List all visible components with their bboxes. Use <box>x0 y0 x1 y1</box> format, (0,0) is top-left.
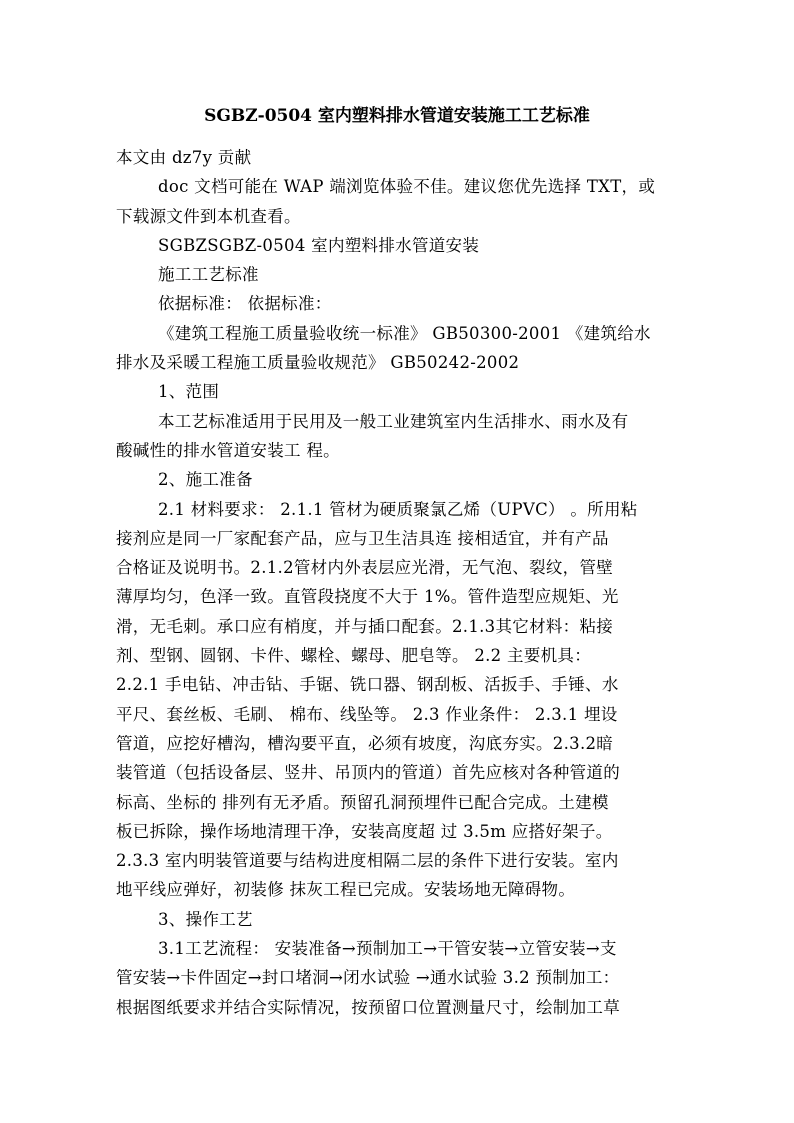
document-line: 3、操作工艺 <box>158 909 253 929</box>
document-line: 《建筑工程施工质量验收统一标准》 GB50300-2001 《建筑给水 <box>158 323 651 343</box>
document-line: SGBZSGBZ-0504 室内塑料排水管道安装 <box>158 235 480 255</box>
document-line: 2.2.1 手电钻、冲击钻、手锯、铣口器、钢刮板、活扳手、手锤、水 <box>116 675 619 695</box>
document-line: 本文由 dz7y 贡献 <box>116 148 252 167</box>
document-line: 3.1工艺流程： 安装准备→预制加工→干管安装→立管安装→支 <box>158 939 617 959</box>
document-line: 标高、坐标的 排列有无矛盾。预留孔洞预埋件已配合完成。土建模 <box>116 792 609 812</box>
document-line: 2、施工准备 <box>158 470 253 490</box>
document-line: 依据标准： 依据标准： <box>158 294 332 314</box>
document-line: 1、范围 <box>158 382 220 402</box>
document-line: 排水及采暖工程施工质量验收规范》 GB50242-2002 <box>116 353 520 373</box>
document-line: 施工工艺标准 <box>158 265 259 285</box>
document-line: 2.1 材料要求： 2.1.1 管材为硬质聚氯乙烯（UPVC） 。所用粘 <box>158 499 638 519</box>
document-line: 管道，应挖好槽沟，槽沟要平直，必须有坡度，沟底夯实。2.3.2暗 <box>116 733 614 753</box>
document-line: 剂、型钢、圆钢、卡件、螺栓、螺母、肥皂等。 2.2 主要机具： <box>116 646 592 666</box>
document-line: 2.3.3 室内明装管道要与结构进度相隔二层的条件下进行安装。室内 <box>116 851 619 871</box>
document-line: 管安装→卡件固定→封口堵洞→闭水试验 →通水试验 3.2 预制加工： <box>116 968 620 988</box>
document-line: 接剂应是同一厂家配套产品，应与卫生洁具连 接相适宜，并有产品 <box>116 528 609 548</box>
document-line: doc 文档可能在 WAP 端浏览体验不佳。建议您优先选择 TXT，或 <box>158 177 656 197</box>
document-line: 地平线应弹好，初装修 抹灰工程已完成。安装场地无障碍物。 <box>116 880 576 900</box>
document-line: 本工艺标准适用于民用及一般工业建筑室内生活排水、雨水及有 <box>158 411 629 431</box>
document-line: 滑，无毛刺。承口应有梢度，并与插口配套。2.1.3其它材料：粘接 <box>116 616 614 636</box>
document-title: SGBZ-0504 室内塑料排水管道安装施工工艺标准 <box>204 106 590 126</box>
document-line: 平尺、套丝板、毛刷、 棉布、线坠等。 2.3 作业条件： 2.3.1 埋设 <box>116 704 618 724</box>
document-line: 根据图纸要求并结合实际情况，按预留口位置测量尺寸，绘制加工草 <box>116 997 620 1017</box>
document-line: 板已拆除，操作场地清理干净，安装高度超 过 3.5m 应搭好架子。 <box>116 821 613 841</box>
document-body <box>116 143 684 1022</box>
document-line: 薄厚均匀，色泽一致。直管段挠度不大于 1%。管件造型应规矩、光 <box>116 587 619 607</box>
document-line: 装管道（包括设备层、竖井、吊顶内的管道）首先应核对各种管道的 <box>116 763 620 783</box>
document-line: 酸碱性的排水管道安装工 程。 <box>116 440 340 460</box>
document-line: 合格证及说明书。2.1.2管材内外表层应光滑，无气泡、裂纹，管壁 <box>116 558 614 578</box>
document-line: 下载源文件到本机查看。 <box>116 206 301 226</box>
